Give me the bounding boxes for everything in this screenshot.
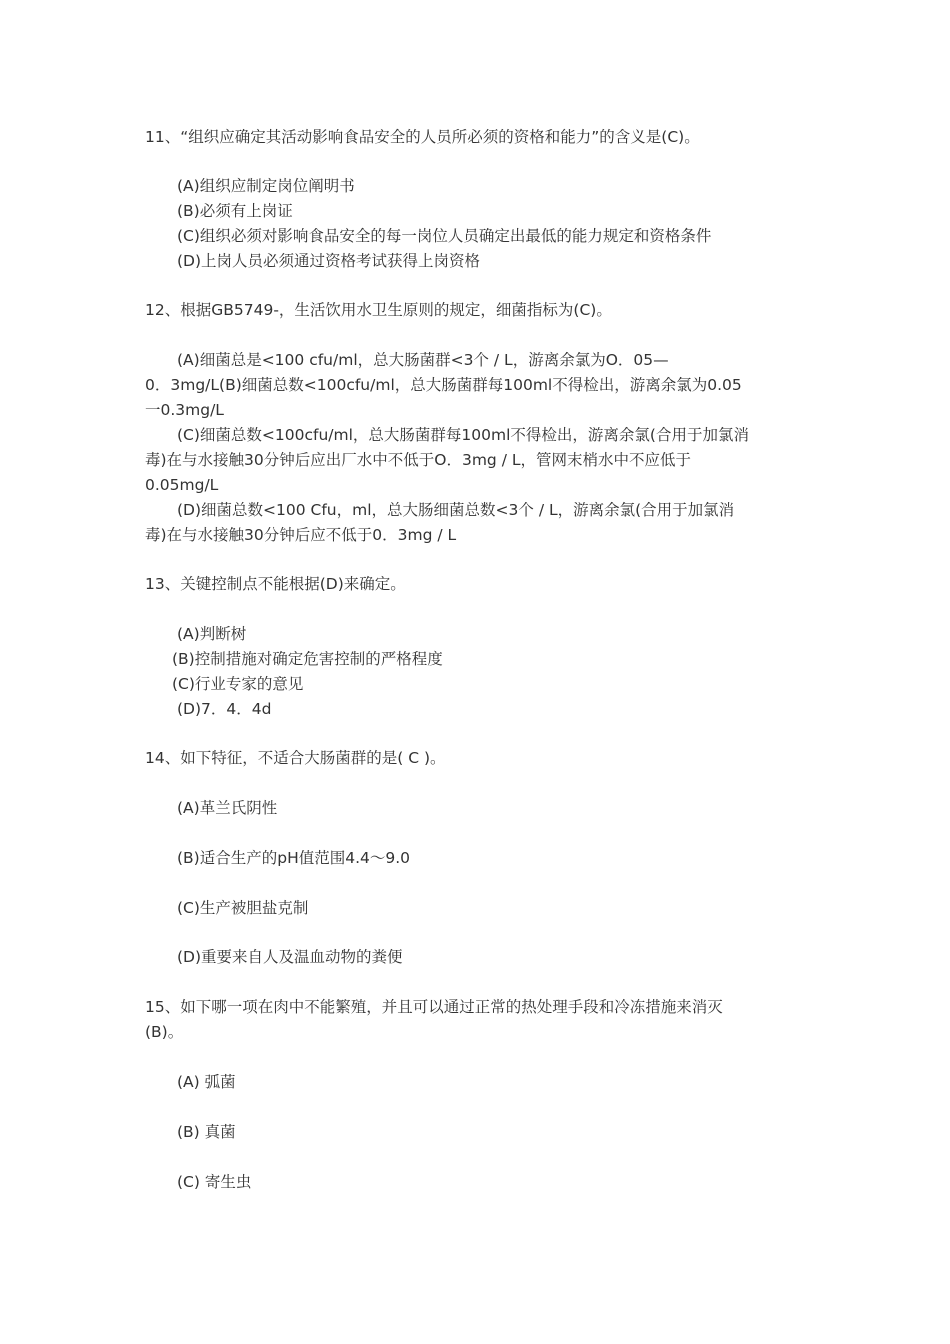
option-a-b-line-2: 0．3mg/L(B)细菌总数<100cfu/ml，总大肠菌群每100ml不得检出，游离余氯为0.05 [145,376,742,394]
option-c-line-2: 毒)在与水接触30分钟后应出厂水中不低于O．3mg / L，管网末梢水中不应低于 [145,451,691,469]
option-c-line-3: 0.05mg/L [145,476,219,494]
option-a: (A) 弧菌 [177,1073,236,1091]
question-stem: 14、如下特征，不适合大肠菌群的是( C )。 [145,749,446,767]
option-c: (C)生产被胆盐克制 [177,899,309,917]
option-c: (C)行业专家的意见 [172,675,304,693]
option-b: (B) 真菌 [177,1123,236,1141]
option-d: (D)上岗人员必须通过资格考试获得上岗资格 [177,252,481,270]
option-b: (B)控制措施对确定危害控制的严格程度 [172,650,443,668]
option-b: (B)必须有上岗证 [177,202,293,220]
option-b-line-3: 一0.3mg/L [145,401,224,419]
option-a: (A)组织应制定岗位阐明书 [177,177,355,195]
question-stem-line-1: 15、如下哪一项在肉中不能繁殖，并且可以通过正常的热处理手段和冷冻措施来消灭 [145,998,723,1016]
option-b: (B)适合生产的pH值范围4.4～9.0 [177,849,411,867]
option-d-line-2: 毒)在与水接触30分钟后应不低于0．3mg / L [145,526,457,544]
option-d-line-1: (D)细菌总数<100 Cfu，ml，总大肠细菌总数<3个 / L，游离余氯(合用于加氯消 [177,501,735,519]
option-d: (D)重要来自人及温血动物的粪便 [177,948,403,966]
question-stem: 11、“组织应确定其活动影响食品安全的人员所必须的资格和能力”的含义是(C)。 [145,128,700,146]
question-stem: 13、关键控制点不能根据(D)来确定。 [145,575,406,593]
option-c-line-1: (C)细菌总数<100cfu/ml，总大肠菌群每100ml不得检出，游离余氯(合用于加氯消 [177,426,749,444]
option-c: (C)组织必须对影响食品安全的每一岗位人员确定出最低的能力规定和资格条件 [177,227,712,245]
option-a-line-1: (A)细菌总是<100 cfu/ml，总大肠菌群<3个 / L，游离余氯为O．05— [177,351,669,369]
question-stem-line-2: (B)。 [145,1023,184,1041]
option-d: (D)7．4．4d [177,700,272,718]
option-a: (A)判断树 [177,625,247,643]
option-a: (A)革兰氏阴性 [177,799,278,817]
question-stem: 12、根据GB5749-，生活饮用水卫生原则的规定，细菌指标为(C)。 [145,301,612,319]
option-c: (C) 寄生虫 [177,1173,252,1191]
